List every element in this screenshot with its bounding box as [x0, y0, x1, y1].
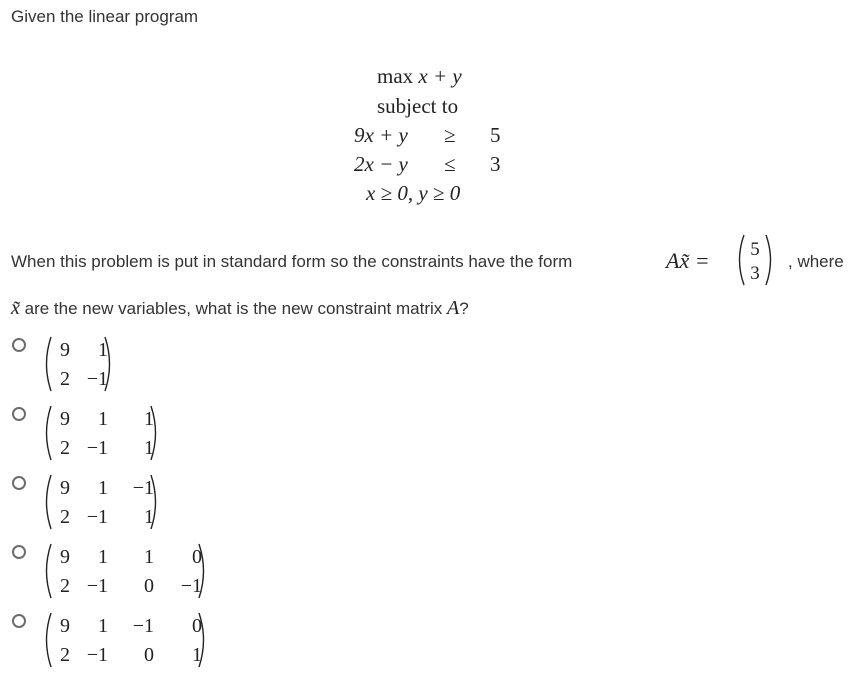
left-paren — [47, 544, 52, 598]
constraint-lhs: 9x + y — [354, 123, 408, 147]
constraint-form-lhs — [666, 248, 710, 274]
matrix-entry: 2 — [60, 368, 70, 390]
matrix-entry: 2 — [60, 506, 70, 528]
question-text-part3: are the new variables, what is the new constraint matrix — [19, 299, 447, 318]
matrix-entry: 9 — [60, 546, 70, 568]
left-paren — [740, 235, 745, 285]
intro-text: Given the linear program — [11, 7, 199, 26]
subject-to-label: subject to — [377, 94, 459, 118]
constraint-lhs: 2x − y — [354, 152, 408, 176]
option-radio-4[interactable] — [12, 545, 26, 559]
matrix-entry: 2 — [60, 644, 70, 666]
matrix-entry: 1 — [98, 615, 108, 637]
matrix-entry: 9 — [60, 477, 70, 499]
matrix-symbol: A — [446, 297, 460, 319]
option-matrix-1 — [42, 335, 114, 393]
option-radio-2[interactable] — [12, 407, 26, 421]
option-radio-3[interactable] — [12, 476, 26, 490]
matrix-entry: 2 — [60, 437, 70, 459]
matrix-entry: 2 — [60, 575, 70, 597]
new-variables-symbol: x̃ — [11, 297, 20, 319]
matrix-entry: 1 — [98, 546, 108, 568]
constraint-form-math: Ax̃ = — [666, 248, 710, 273]
question-text-part2: , where — [788, 252, 844, 271]
constraint-row-2 — [0, 152, 868, 180]
matrix-entry: 1 — [144, 408, 154, 430]
constraint-rhs: 5 — [490, 123, 501, 147]
matrix-entry: 1 — [144, 437, 154, 459]
left-paren — [47, 475, 52, 529]
matrix-entry: −1 — [86, 437, 108, 459]
question-text-line2 — [11, 297, 469, 320]
nonnegativity-constraint: x ≥ 0, y ≥ 0 — [366, 181, 461, 205]
matrix-entry: 9 — [60, 339, 70, 361]
option-radio-5[interactable] — [12, 614, 26, 628]
rhs-entry: 3 — [750, 263, 760, 284]
constraint-row-1 — [0, 123, 868, 151]
matrix-entry: 1 — [98, 339, 108, 361]
matrix-entry: −1 — [86, 644, 108, 666]
option-matrix-3 — [42, 473, 160, 531]
objective-max: max — [377, 64, 414, 88]
matrix-entry: 0 — [144, 575, 154, 597]
option-matrix-5 — [42, 611, 208, 669]
objective-line — [377, 64, 462, 89]
matrix-entry: 1 — [98, 477, 108, 499]
matrix-entry: 9 — [60, 615, 70, 637]
matrix-entry: −1 — [86, 575, 108, 597]
matrix-entry: 1 — [98, 408, 108, 430]
option-matrix-2 — [42, 404, 160, 462]
matrix-entry: −1 — [180, 575, 202, 597]
left-paren — [47, 337, 52, 391]
matrix-entry: −1 — [132, 477, 154, 499]
matrix-entry: 1 — [192, 644, 202, 666]
matrix-entry: 9 — [60, 408, 70, 430]
question-text-part1: When this problem is put in standard form so the constraints have the form — [11, 252, 573, 271]
option-matrix-4 — [42, 542, 208, 600]
matrix-entry: 1 — [144, 506, 154, 528]
question-text-part4: ? — [459, 299, 469, 318]
constraint-operator: ≤ — [444, 152, 456, 176]
matrix-entry: 0 — [192, 546, 202, 568]
constraint-rhs: 3 — [490, 152, 501, 176]
matrix-entry: −1 — [132, 615, 154, 637]
left-paren — [47, 613, 52, 667]
matrix-entry: 1 — [144, 546, 154, 568]
matrix-entry: −1 — [86, 368, 108, 390]
matrix-entry: −1 — [86, 506, 108, 528]
matrix-entry: 0 — [192, 615, 202, 637]
option-radio-1[interactable] — [12, 338, 26, 352]
objective-expression: x + y — [418, 64, 462, 88]
left-paren — [47, 406, 52, 460]
constraint-operator: ≥ — [444, 123, 456, 147]
matrix-entry: 0 — [144, 644, 154, 666]
rhs-entry: 5 — [750, 239, 760, 260]
rhs-vector — [734, 232, 776, 288]
right-paren — [766, 235, 771, 285]
